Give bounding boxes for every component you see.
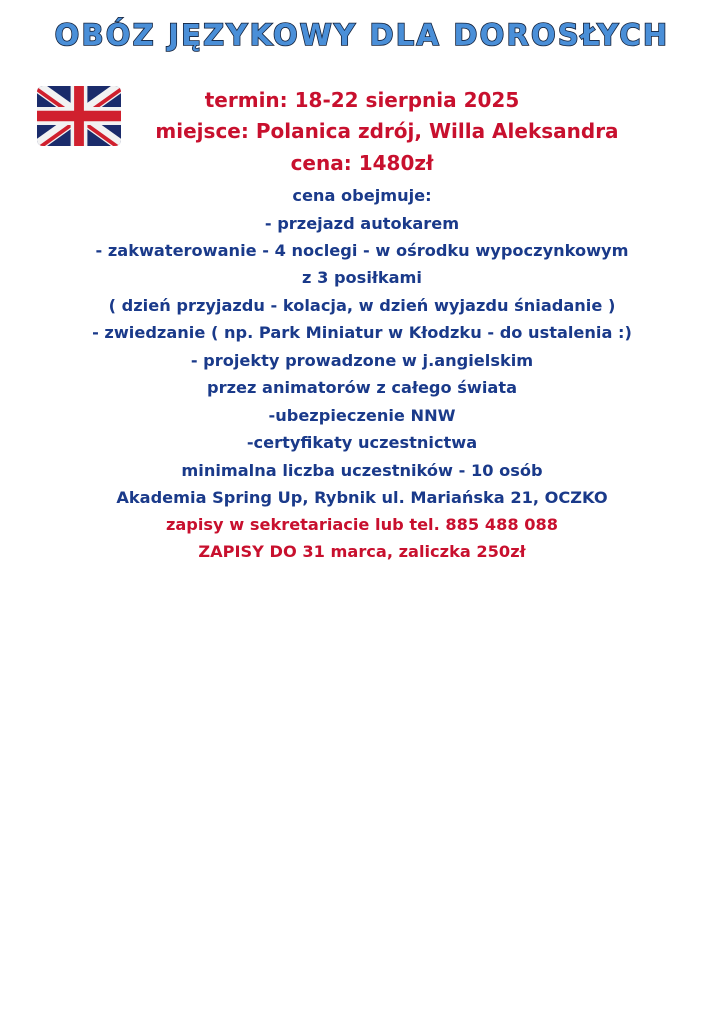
registration-deadline: ZAPISY DO 31 marca, zaliczka 250zł — [198, 542, 526, 561]
page-title: OBÓZ JĘZYKOWY DLA DOROSŁYCH — [54, 18, 670, 52]
include-item: - przejazd autokarem — [264, 214, 460, 233]
include-item: - projekty prowadzone w j.angielskim — [190, 351, 534, 370]
include-item: z 3 posiłkami — [302, 268, 422, 287]
include-item: ( dzień przyjazdu - kolacja, w dzień wyjazdu śniadanie ) — [108, 296, 616, 315]
date-line: termin: 18-22 sierpnia 2025 — [204, 88, 520, 112]
include-item: - zakwaterowanie - 4 noclegi - w ośrodku wypoczynkowym — [95, 241, 629, 260]
min-participants: minimalna liczba uczestników - 10 osób — [181, 461, 543, 480]
include-item: - zwiedzanie ( np. Park Miniatur w Kłodzku - do ustalenia :) — [92, 323, 632, 342]
include-item: przez animatorów z całego świata — [207, 378, 517, 397]
place-line: miejsce: Polanica zdrój, Willa Aleksandra — [155, 119, 619, 143]
includes-heading: cena obejmuje: — [292, 186, 432, 205]
include-item: -ubezpieczenie NNW — [268, 406, 456, 425]
price-line: cena: 1480zł — [290, 151, 434, 175]
organizer-address: Akademia Spring Up, Rybnik ul. Mariańska 21, OCZKO — [116, 488, 608, 507]
registration-contact: zapisy w sekretariacie lub tel. 885 488 088 — [165, 515, 559, 534]
include-item: -certyfikaty uczestnictwa — [246, 433, 478, 452]
